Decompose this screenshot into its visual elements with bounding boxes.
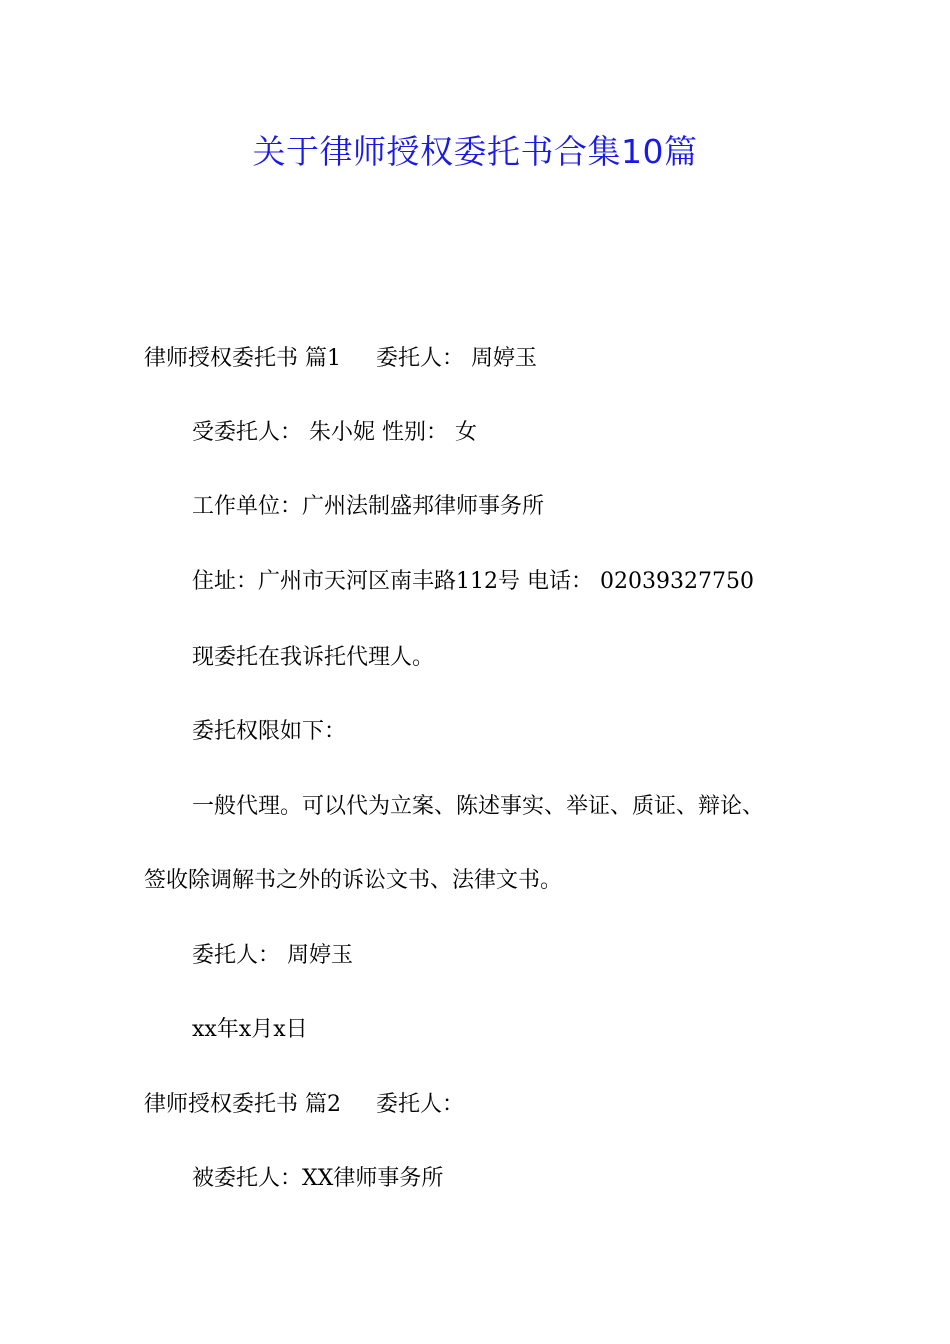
paragraph: 住址：广州市天河区南丰路112号 电话： 02039327750 (192, 569, 754, 594)
date-line: xx年x月x日 (192, 1017, 308, 1042)
section-heading-1: 律师授权委托书 篇1 委托人： 周婷玉 (144, 346, 537, 371)
document-title: 关于律师授权委托书合集10篇 (252, 132, 698, 171)
paragraph: 一般代理。可以代为立案、陈述事实、举证、质证、辩论、 (192, 794, 765, 819)
paragraph: 委托权限如下： (192, 719, 347, 744)
paragraph: 委托人： 周婷玉 (192, 943, 353, 968)
paragraph: 受委托人： 朱小妮 性别： 女 (192, 420, 477, 445)
section-heading-2: 律师授权委托书 篇2 委托人： (144, 1092, 464, 1117)
paragraph: 被委托人：XX律师事务所 (192, 1166, 444, 1191)
paragraph: 工作单位：广州法制盛邦律师事务所 (192, 494, 545, 519)
paragraph-continuation: 签收除调解书之外的诉讼文书、法律文书。 (144, 868, 563, 893)
paragraph: 现委托在我诉托代理人。 (192, 645, 435, 670)
